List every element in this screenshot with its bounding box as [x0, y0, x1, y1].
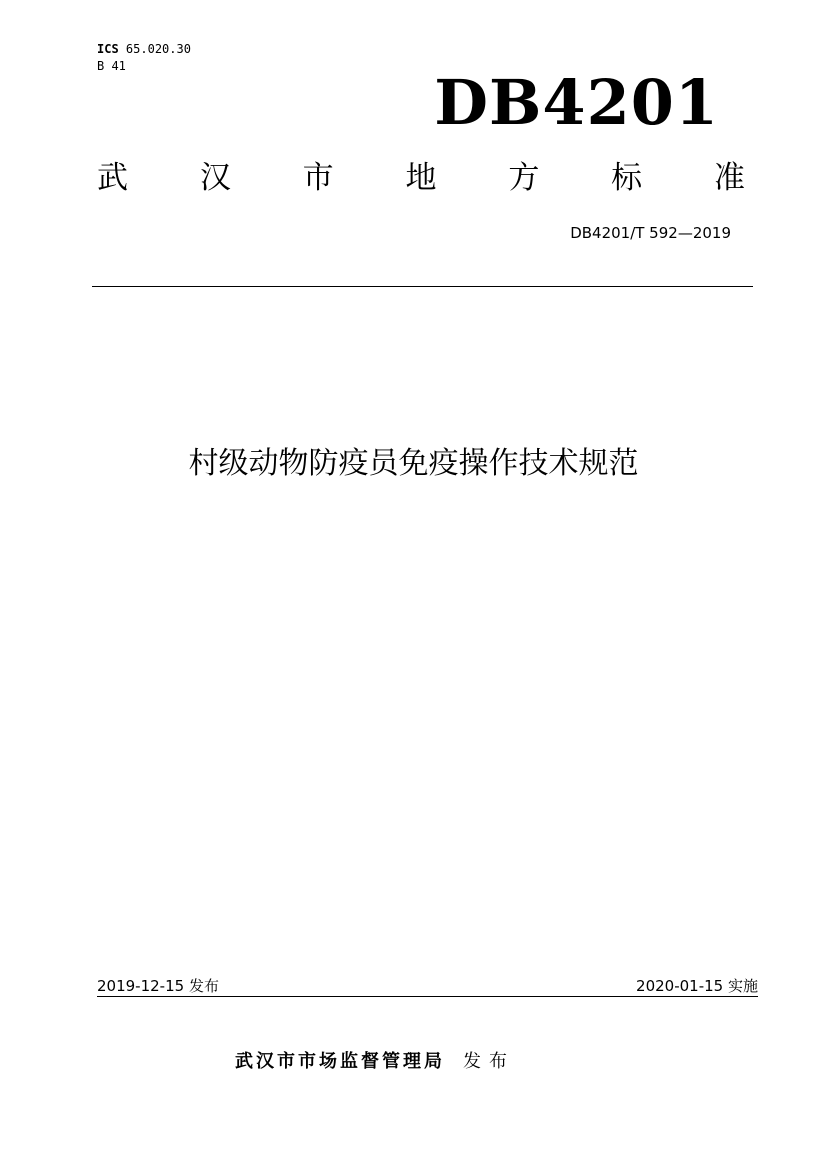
ics-line — [97, 41, 191, 58]
date-row — [97, 976, 758, 996]
implement-date: 2020-01-15 实施 — [636, 977, 758, 995]
ics-code: 65.020.30 — [125, 42, 191, 56]
standard-type-char: 市 — [302, 160, 334, 196]
standard-type-char: 标 — [611, 160, 643, 196]
issuer-action: 发布 — [463, 1051, 515, 1072]
standard-type-title — [97, 158, 745, 198]
standard-type-char: 地 — [405, 160, 437, 196]
ics-label: ICS — [97, 42, 119, 56]
standard-number: DB4201/T 592—2019 — [570, 224, 731, 242]
standard-type-char: 准 — [713, 160, 745, 196]
bottom-divider — [97, 996, 758, 997]
standard-type-char: 武 — [97, 160, 128, 196]
publish-date: 2019-12-15 发布 — [97, 977, 219, 995]
ccs-code: B 41 — [97, 59, 126, 73]
standard-type-char: 方 — [508, 160, 540, 196]
standard-type-char: 汉 — [199, 160, 231, 196]
issuer-line — [235, 1050, 515, 1074]
issuer-name: 武汉市市场监督管理局 — [235, 1051, 445, 1072]
classification-codes — [97, 41, 191, 75]
db-code-heading: DB4201 — [434, 66, 719, 139]
document-title: 村级动物防疫员免疫操作技术规范 — [188, 446, 639, 481]
top-divider — [92, 286, 753, 287]
